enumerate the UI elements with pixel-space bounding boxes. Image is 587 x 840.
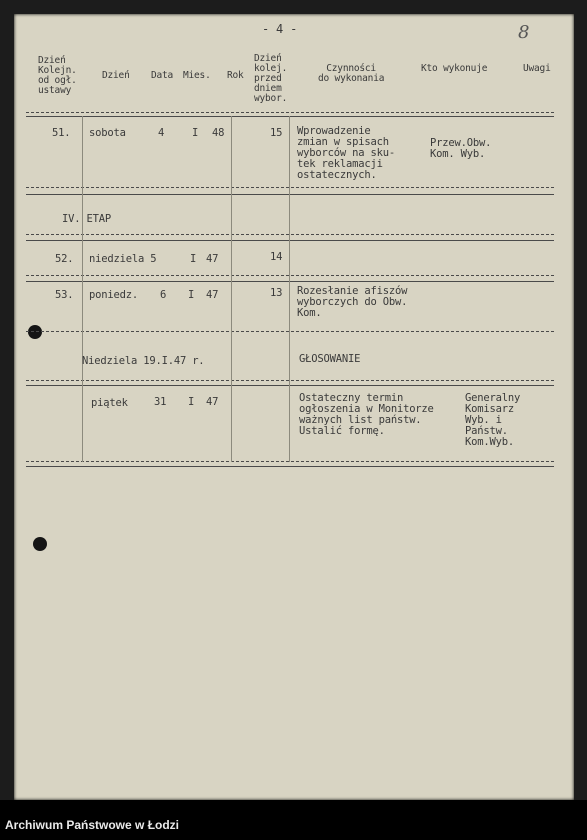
row-52-mies: I [190,253,197,265]
row-piatek-kto: Generalny Komisarz Wyb. i Państw. Kom.Wyb. [465,392,521,448]
row-51-nr: 51. [52,127,71,139]
header-kto: Kto wykonuje [421,63,488,74]
col-line-2 [231,116,232,462]
row-53-rok: 47 [206,289,219,301]
rule-bottom-2 [26,466,554,467]
row-piatek-data: 31 [154,396,167,408]
row-53-data: 6 [160,289,167,301]
header-mies: Mies. [183,70,211,81]
rule-header-2 [26,116,554,117]
page-number: - 4 - [262,22,298,36]
rule-etap-top [26,194,554,195]
row-53-dzien: poniedz. [89,289,138,301]
rule-election [26,380,554,381]
row-52-dzien: niedziela 5 [89,253,157,265]
col-line-1 [82,116,83,462]
header-rok: Rok [227,70,244,81]
col-line-3 [289,116,290,462]
stage-label: IV. ETAP [62,213,111,225]
row-53-przed: 13 [270,287,283,299]
row-52-przed: 14 [270,251,283,263]
row-51-data: 4 [158,127,165,139]
row-53-mies: I [188,289,195,301]
row-52-rok: 47 [206,253,219,265]
rule-election-2 [26,385,554,386]
archive-name: Archiwum Państwowe w Łodzi [5,818,180,832]
header-data: Data [151,70,174,81]
rule-bottom [26,461,554,462]
header-dzien-przed: Dzień kolej. przed dniem wybor. [254,53,288,104]
archive-footer [0,800,587,840]
punch-hole-top [28,325,42,339]
row-53-czynnosc: Rozesłanie afiszów wyborczych do Obw. Kom. [297,285,408,319]
rule-etap [26,234,554,235]
rule-row-51 [26,187,554,188]
row-51-mies: I [192,127,199,139]
rule-header [26,112,554,113]
header-dzien: Dzień [102,70,130,81]
row-51-rok: 48 [212,127,225,139]
pencil-mark: 8 [518,22,530,43]
row-51-czynnosc: Wprowadzenie zmian w spisach wyborców na sku- tek reklamacji ostatecznych. [297,125,395,181]
rule-row-52-2 [26,281,554,282]
punch-hole-bottom [33,537,47,551]
header-czynnosci: Czynności do wykonania [318,63,385,84]
rule-row-53 [26,331,554,332]
row-53-nr: 53. [55,289,74,301]
row-51-przed: 15 [270,127,283,139]
row-52-nr: 52. [55,253,74,265]
row-piatek-czynnosc: Ostateczny termin ogłoszenia w Monitorze ważnych list państw. Ustalić formę. [299,392,434,437]
rule-row-52 [26,275,554,276]
rule-etap-2 [26,240,554,241]
header-uwagi: Uwagi [523,63,551,74]
row-51-dzien: sobota [89,127,126,139]
election-label: GŁOSOWANIE [299,353,361,365]
header-dzien-kolej: Dzień Kolejn. od ogł. ustawy [38,55,77,96]
row-piatek-rok: 47 [206,396,219,408]
row-51-kto: Przew.Obw. Kom. Wyb. [430,137,492,160]
election-day: Niedziela 19.I.47 r. [82,355,205,367]
row-piatek-mies: I [188,396,195,408]
row-piatek-dzien: piątek [91,397,128,409]
